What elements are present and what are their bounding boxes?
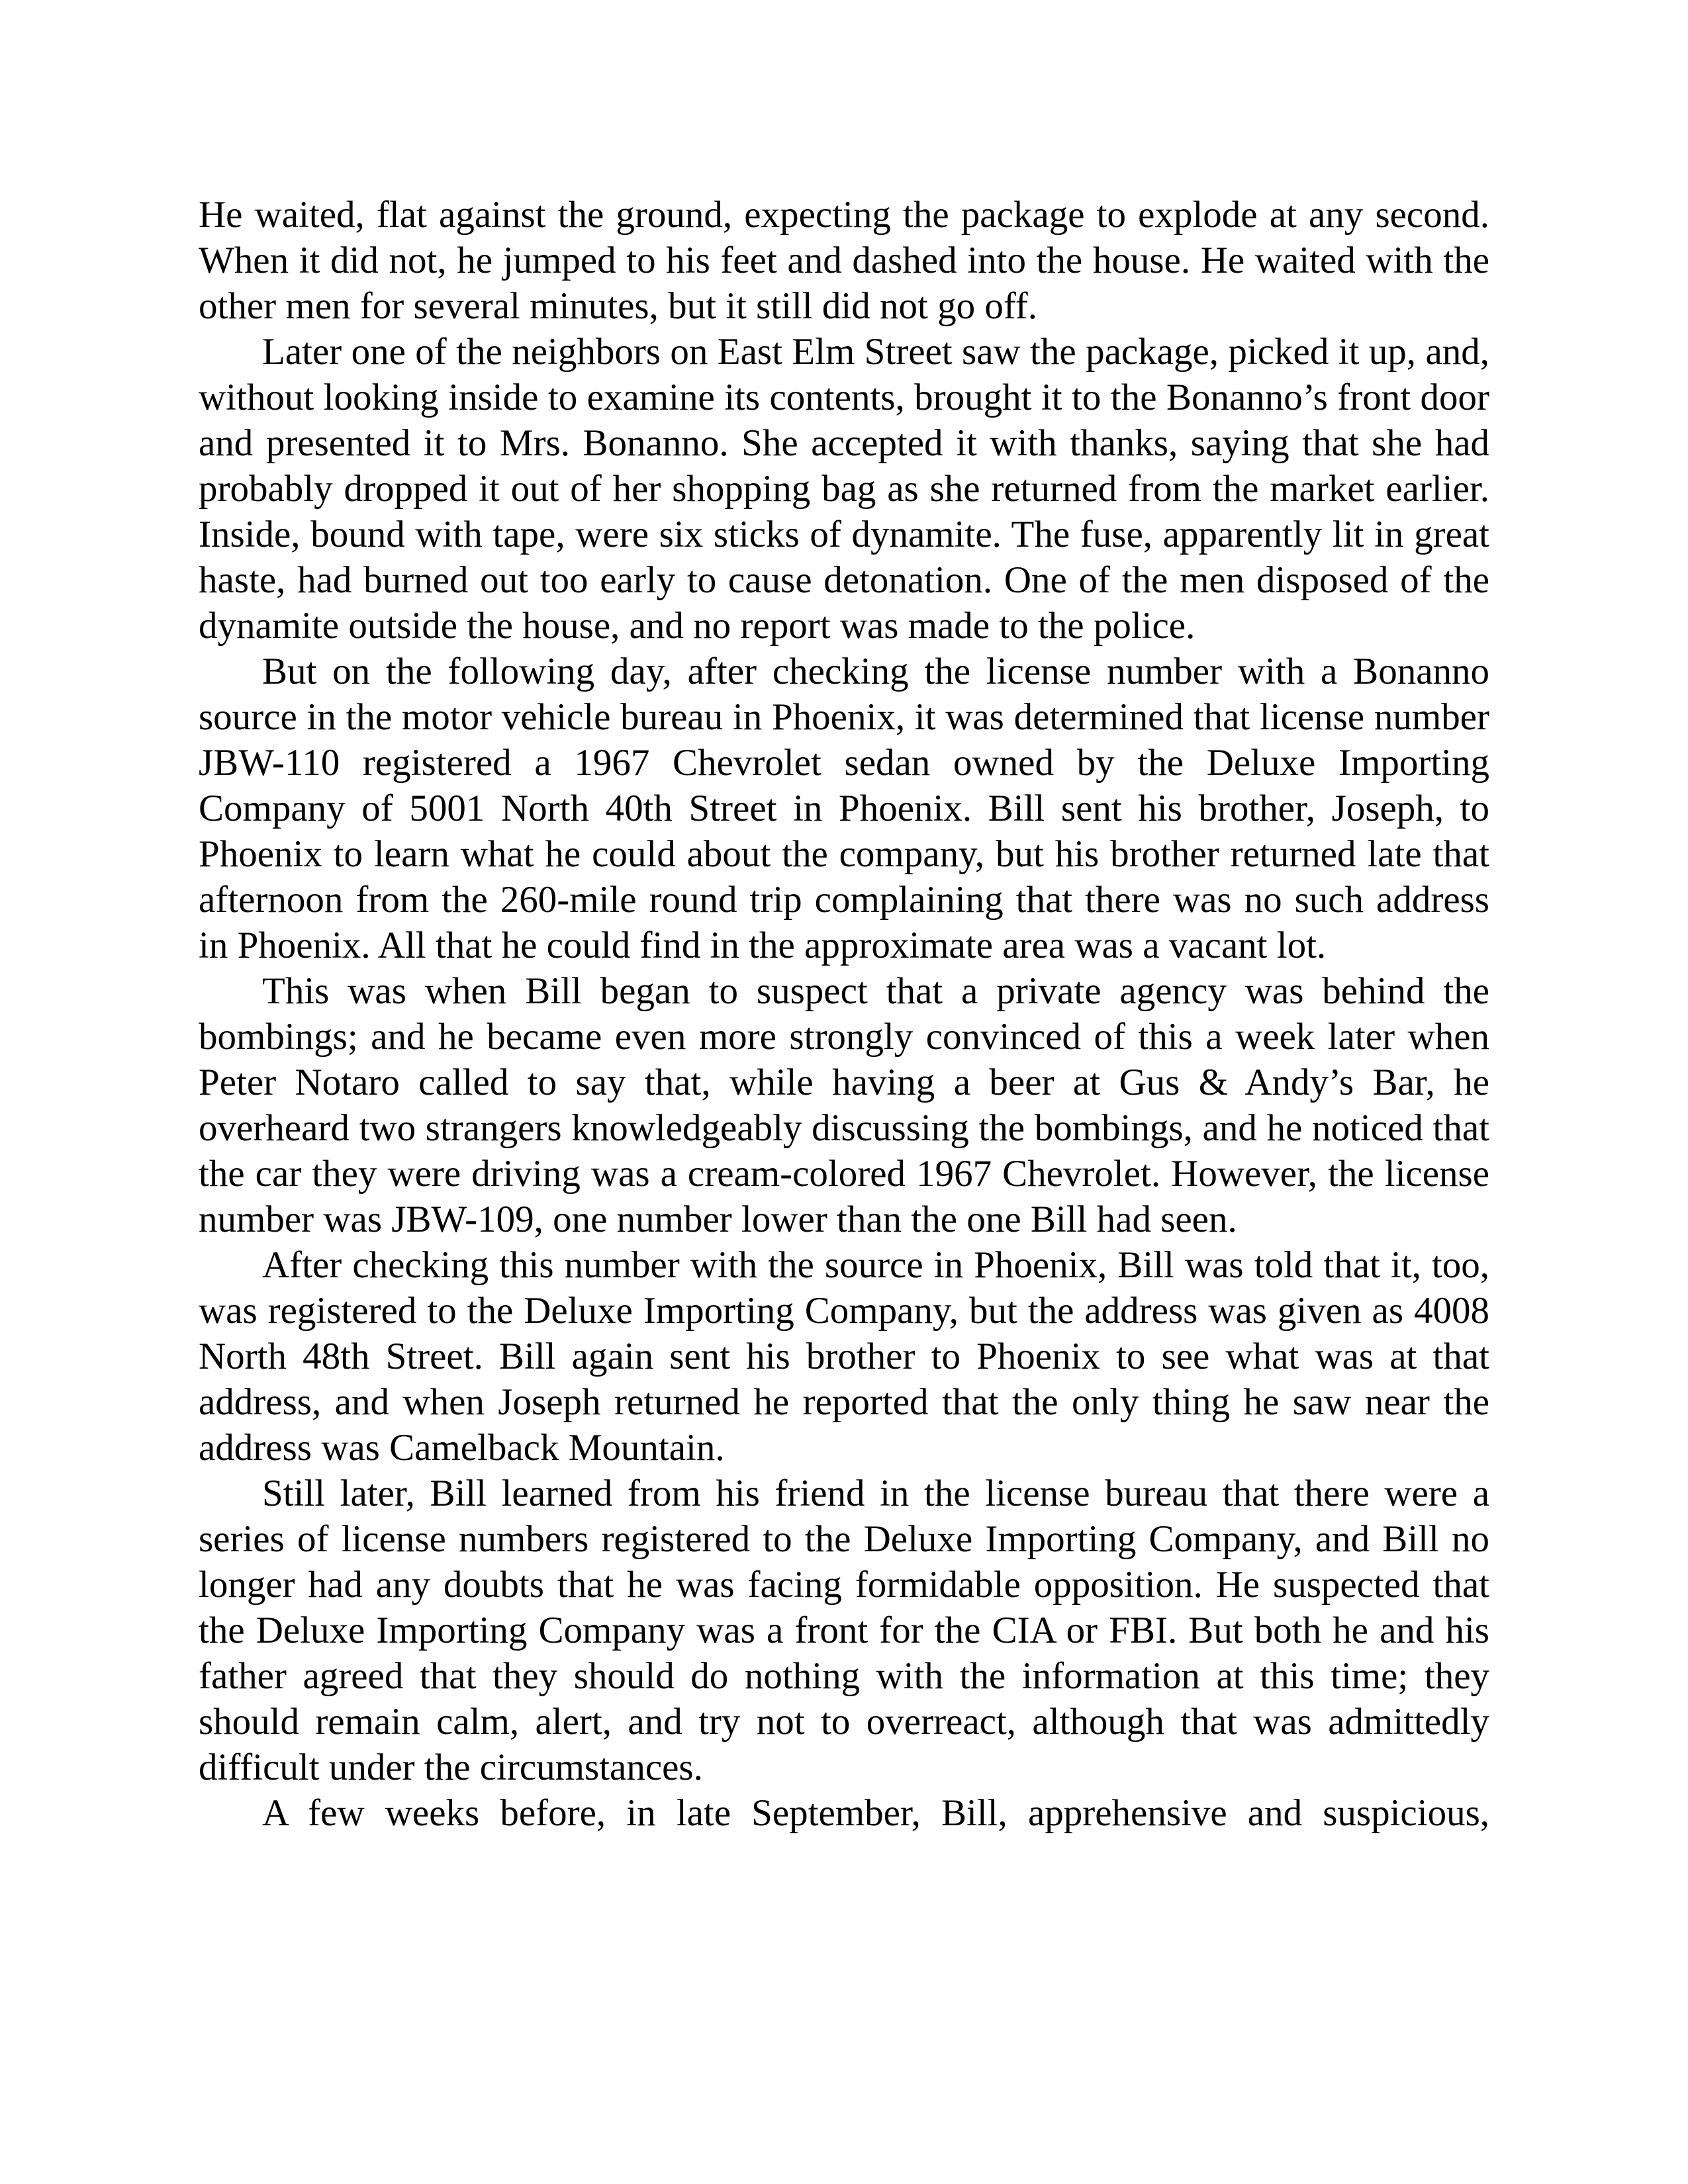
paragraph-7-continued: A few weeks before, in late September, Bill, apprehensive and suspicious, — [262, 1792, 1489, 1834]
paragraph-5: After checking this number with the source in Phoenix, Bill was told that it, too, was registered to the Deluxe Importing Company, but the address was given as 4008 North 48th Street. Bill again sent his brother to Phoenix to see what was at that address, and when Joseph returned he reported that the only thing he saw near the address was Camelback Mountain. — [199, 1244, 1489, 1469]
document-page — [199, 192, 1489, 1836]
paragraph-3: But on the following day, after checking the license number with a Bonanno source in the motor vehicle bureau in Phoenix, it was determined that license number JBW-110 registered a 1967 Chevrolet sedan owned by the Deluxe Importing Company of 5001 North 40th Street in Phoenix. Bill sent his brother, Joseph, to Phoenix to learn what he could about the company, but his brother returned late that afternoon from the 260-mile round trip complaining that there was no such address in Phoenix. All that he could find in the approximate area was a vacant lot. — [199, 651, 1489, 966]
paragraph-6: Still later, Bill learned from his friend in the license bureau that there were a series of license numbers registered to the Deluxe Importing Company, and Bill no longer had any doubts that he was facing formidable opposition. He suspected that the Deluxe Importing Company was a front for the CIA or FBI. But both he and his father agreed that they should do nothing with the information at this time; they should remain calm, alert, and try not to overreact, although that was admittedly difficult under the circumstances. — [199, 1473, 1489, 1788]
paragraph-2: Later one of the neighbors on East Elm Street saw the package, picked it up, and, without looking inside to examine its contents, brought it to the Bonanno’s front door and presented it to Mrs. Bonanno. She accepted it with thanks, saying that she had probably dropped it out of her shopping bag as she returned from the market earlier. Inside, bound with tape, were six sticks of dynamite. The fuse, apparently lit in great haste, had burned out too early to cause detonation. One of the men disposed of the dynamite outside the house, and no report was made to the police. — [199, 331, 1489, 647]
paragraph-4: This was when Bill began to suspect that a private agency was behind the bombings; and he became even more strongly convinced of this a week later when Peter Notaro called to say that, while having a beer at Gus & Andy’s Bar, he overheard two strangers knowledgeably discussing the bombings, and he noticed that the car they were driving was a cream-colored 1967 Chevrolet. However, the license number was JBW-109, one number lower than the one Bill had seen. — [199, 970, 1489, 1240]
paragraph-1: He waited, flat against the ground, expecting the package to explode at any second. When it did not, he jumped to his feet and dashed into the house. He waited with the other men for several minutes, but it still did not go off. — [199, 194, 1489, 327]
